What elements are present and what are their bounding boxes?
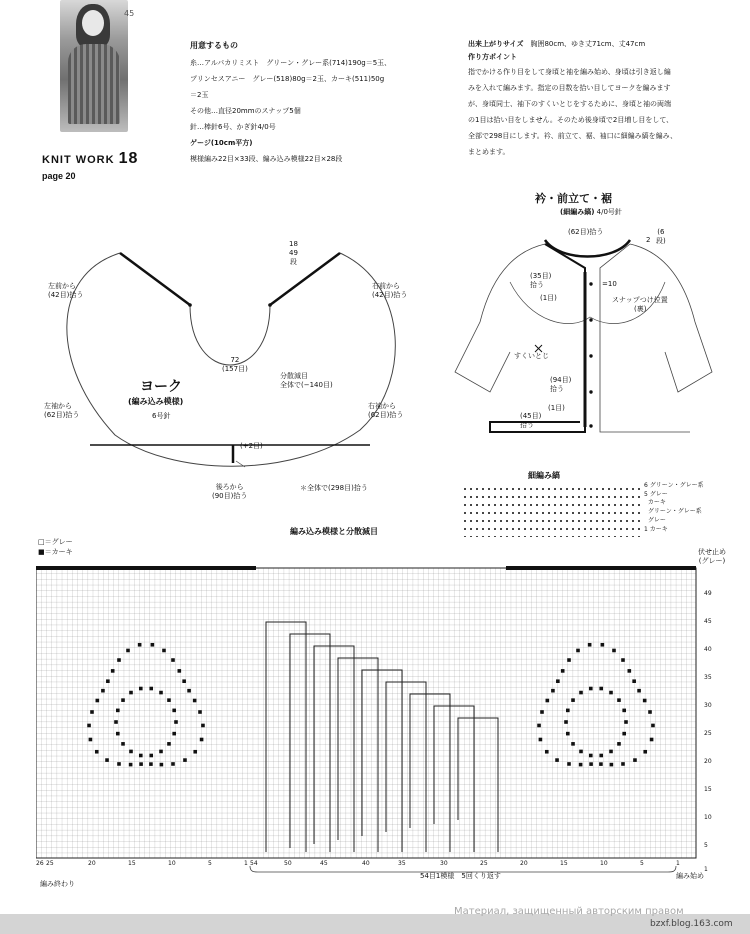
- footer-bar: [0, 914, 750, 934]
- yoke-needle: 6号針: [152, 412, 171, 420]
- yoke-right-front: 右前から (42目)拾う: [372, 282, 408, 299]
- legend-gray: □＝グレー: [38, 538, 73, 546]
- collar-pick-1a: (1目): [540, 294, 557, 302]
- start-label: 編み始め: [676, 872, 704, 880]
- yoke-increase: (+2目): [240, 442, 263, 450]
- collar-subtitle: (細編み縞): [560, 208, 595, 216]
- method-line: まとめます。: [468, 148, 510, 156]
- collar-rows-2: 2: [646, 236, 651, 244]
- materials-heading: 用意するもの: [190, 41, 238, 50]
- gauge-heading: ゲージ(10cm平方): [190, 139, 253, 147]
- materials-block: [190, 40, 460, 167]
- yoke-right-sleeve: 右袖から (62目)拾う: [368, 402, 404, 419]
- method-line: みを入れて編みます。指定の目数を拾い目してヨークを編みます: [468, 84, 671, 92]
- stripe-chart: [462, 485, 642, 537]
- row-numbers: 49 45 40 35 30 25 20 15 10 5 1: [704, 590, 712, 873]
- chart-title: 編み込み模様と分散減目: [290, 527, 378, 536]
- materials-line: ＝2玉: [190, 91, 209, 99]
- materials-line: その他…直径20mmのスナップ5個: [190, 107, 301, 115]
- knit-work-label: KNIT WORK 18: [42, 150, 139, 167]
- bind-off-label: 伏せ止め (グレー): [698, 548, 726, 565]
- collar-pick-1b: (1目): [548, 404, 565, 412]
- collar-pick-35: (35目) 拾う: [530, 272, 552, 289]
- method-block: [468, 40, 730, 160]
- method-line: の1目は拾い目をしません。そのため後身頃で2目増し目をして、: [468, 116, 674, 124]
- collar-snap: スナップつけ位置 (裏): [612, 296, 668, 313]
- materials-line: プリンセスアニー グレー(518)80g＝2玉、カーキ(511)50g: [190, 75, 385, 83]
- yoke-neck-count: 72 (157目): [222, 356, 248, 373]
- colorwork-chart: [36, 562, 702, 862]
- size-value: 胸囲80cm、ゆき丈71cm、丈47cm: [530, 40, 646, 48]
- collar-sukui: すくいとじ: [514, 352, 549, 360]
- page-number: 45: [124, 9, 135, 18]
- yoke-decrease: 分散減目 全体で(−140目): [280, 372, 333, 389]
- stitch-numbers: 26 25 20 15 10 5 1 54 50 45 40 35 30 25 20 15 10 5 1: [36, 860, 680, 867]
- collar-pick-45: (45目) 拾う: [520, 412, 542, 429]
- knit-work-number: 18: [118, 150, 139, 167]
- yoke-total: ＊全体で(298目)拾う: [300, 484, 368, 492]
- watermark: Материал, защищенный авторским правом: [454, 906, 684, 917]
- legend-khaki: ■＝カーキ: [38, 548, 73, 556]
- stripe-legend: 6 グリーン・グレー系 5 グレー カーキ グリーン・グレー系 グレー 1 カーキ: [644, 482, 704, 533]
- page-ref: page 20: [42, 171, 76, 181]
- materials-line: 糸…アルパカリミスト グリーン・グレー系(714)190g＝5玉、: [190, 59, 392, 67]
- method-heading: 作り方ポイント: [468, 53, 517, 61]
- size-label: 出来上がりサイズ: [468, 40, 524, 48]
- method-line: 指でかける作り目をして身頃と袖を編み始め、身頃は引き返し編: [468, 68, 671, 76]
- collar-rows-10: =10: [602, 280, 617, 288]
- yoke-subtitle: (編み込み模様): [128, 397, 184, 406]
- model-photo: [60, 0, 128, 132]
- collar-diagram: [450, 222, 720, 454]
- stripe-title: 細編み縞: [528, 471, 560, 480]
- yoke-title: ヨーク: [140, 379, 182, 395]
- end-label: 編み終わり: [40, 880, 75, 888]
- collar-hook: 4/0号針: [596, 208, 622, 216]
- repeat-note: 54目1模様 5回くり返す: [420, 872, 501, 880]
- yoke-top-rows: 18 49 段: [289, 240, 298, 266]
- gauge-line: 模様編み22目×33段、編み込み模様22目×28段: [190, 155, 343, 163]
- collar-title: 衿・前立て・裾: [535, 192, 612, 205]
- materials-line: 針…棒針6号、かぎ針4/0号: [190, 123, 276, 131]
- yoke-left-front: 左前から (42目)拾う: [48, 282, 84, 299]
- yoke-left-sleeve: 左袖から (62目)拾う: [44, 402, 80, 419]
- method-line: が、身頃同士、袖下のすくいとじをするために、身頃と袖の両端: [468, 100, 671, 108]
- yoke-back: 後ろから (90目)拾う: [212, 483, 248, 500]
- method-line: 全部で298目にします。衿、前立て、裾、袖口に細編み縞を編み、: [468, 132, 678, 140]
- site-label: bzxf.blog.163.com: [650, 919, 733, 929]
- collar-rows-6: (6 段): [656, 228, 666, 245]
- collar-pick-94: (94目) 拾う: [550, 376, 572, 393]
- collar-pick-62: (62目)拾う: [568, 228, 604, 236]
